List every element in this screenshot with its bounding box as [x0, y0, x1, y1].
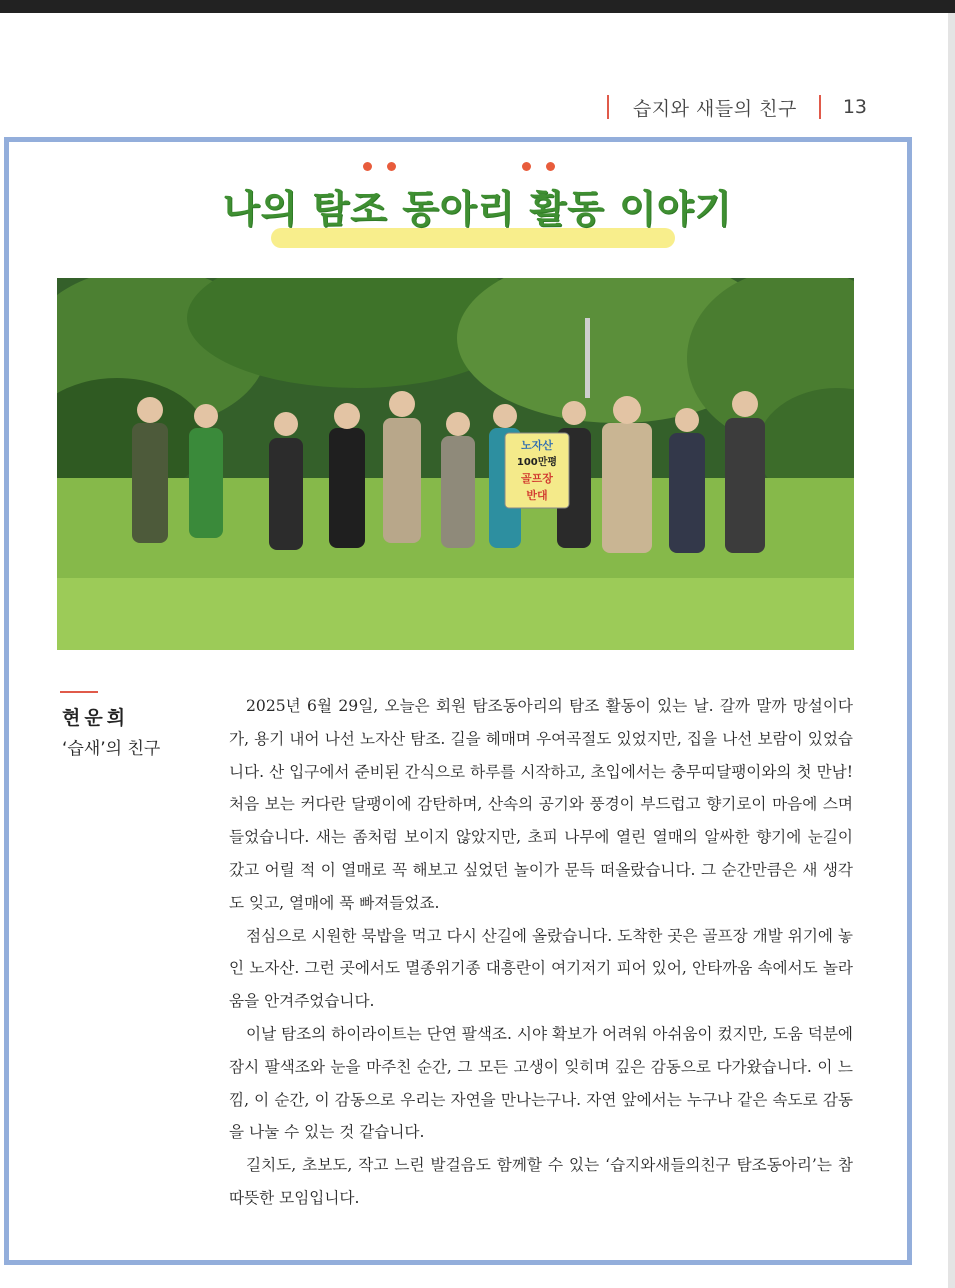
article-body [229, 690, 853, 1215]
dot [546, 162, 555, 171]
sign-line-3: 골프장 [521, 472, 553, 485]
paragraph-1: 2025년 6월 29일, 오늘은 회원 탐조동아리의 탐조 활동이 있는 날. 갈까 말까 망설이다가, 용기 내어 나선 노자산 탐조. 길을 헤매며 우여곡절도 있었지만, 집을 나선 보람이 있었습니다. 산 입구에서 준비된 간식으로 하루를 시작하고, 초입에서는 충무띠달팽이와의 첫 만남! 처음 보는 커다란 달팽이에 감탄하며, 산속의 공기와 풍경이 부드럽고 향기로이 마음에 스며들었습니다. 새는 좀처럼 보이지 않았지만, 초피 나무에 열린 열매의 알싸한 향기에 눈길이 갔고 어릴 적 이 열매로 꼭 해보고 싶었던 놀이가 문득 떠올랐습니다. 그 순간만큼은 새 생각도 잊고, 열매에 푹 빠져들었죠. [229, 697, 853, 912]
author-accent-line [60, 691, 98, 693]
sign-line-1: 노자산 [521, 439, 553, 452]
page-number: 13 [842, 96, 867, 118]
group-photo [57, 278, 854, 650]
sign-line-2: 100만평 [516, 457, 558, 468]
paragraph-4: 길치도, 초보도, 작고 느린 발걸음도 함께할 수 있는 ‘습지와새들의친구 탐조동아리’는 참 따뜻한 모임입니다. [229, 1156, 853, 1207]
dot [387, 162, 396, 171]
header-divider-right [819, 95, 821, 119]
section-title: 습지와 새들의 친구 [632, 97, 797, 120]
dot [363, 162, 372, 171]
sign-line-4: 반대 [526, 489, 548, 502]
page-title: 나의 탐조 동아리 활동 이야기 [222, 187, 733, 231]
title-dots-left [363, 162, 396, 171]
dot [522, 162, 531, 171]
author-role: ‘습새’의 친구 [62, 739, 161, 759]
photo-illustration [57, 278, 854, 650]
top-bar [0, 0, 955, 13]
header-divider-left [607, 95, 609, 119]
running-header [607, 92, 867, 122]
paragraph-2: 점심으로 시원한 묵밥을 먹고 다시 산길에 올랐습니다. 도착한 곳은 골프장 개발 위기에 놓인 노자산. 그런 곳에서도 멸종위기종 대흥란이 여기저기 피어 있어, 안타까움 속에서도 놀라움을 안겨주었습니다. [229, 926, 853, 1011]
title-dots-right [522, 162, 555, 171]
paragraph-3: 이날 탐조의 하이라이트는 단연 팔색조. 시야 확보가 어려워 아쉬움이 컸지만, 도움 덕분에 잠시 팔색조와 눈을 마주친 순간, 그 모든 고생이 잊히며 깊은 감동으로 다가왔습니다. 이 느낌, 이 순간, 이 감동으로 우리는 자연을 만나는구나. 자연 앞에서는 누구나 같은 속도로 감동을 나눌 수 있는 것 같습니다. [229, 1024, 853, 1142]
page-edge [948, 13, 955, 1288]
author-name: 현운희 [62, 707, 130, 729]
